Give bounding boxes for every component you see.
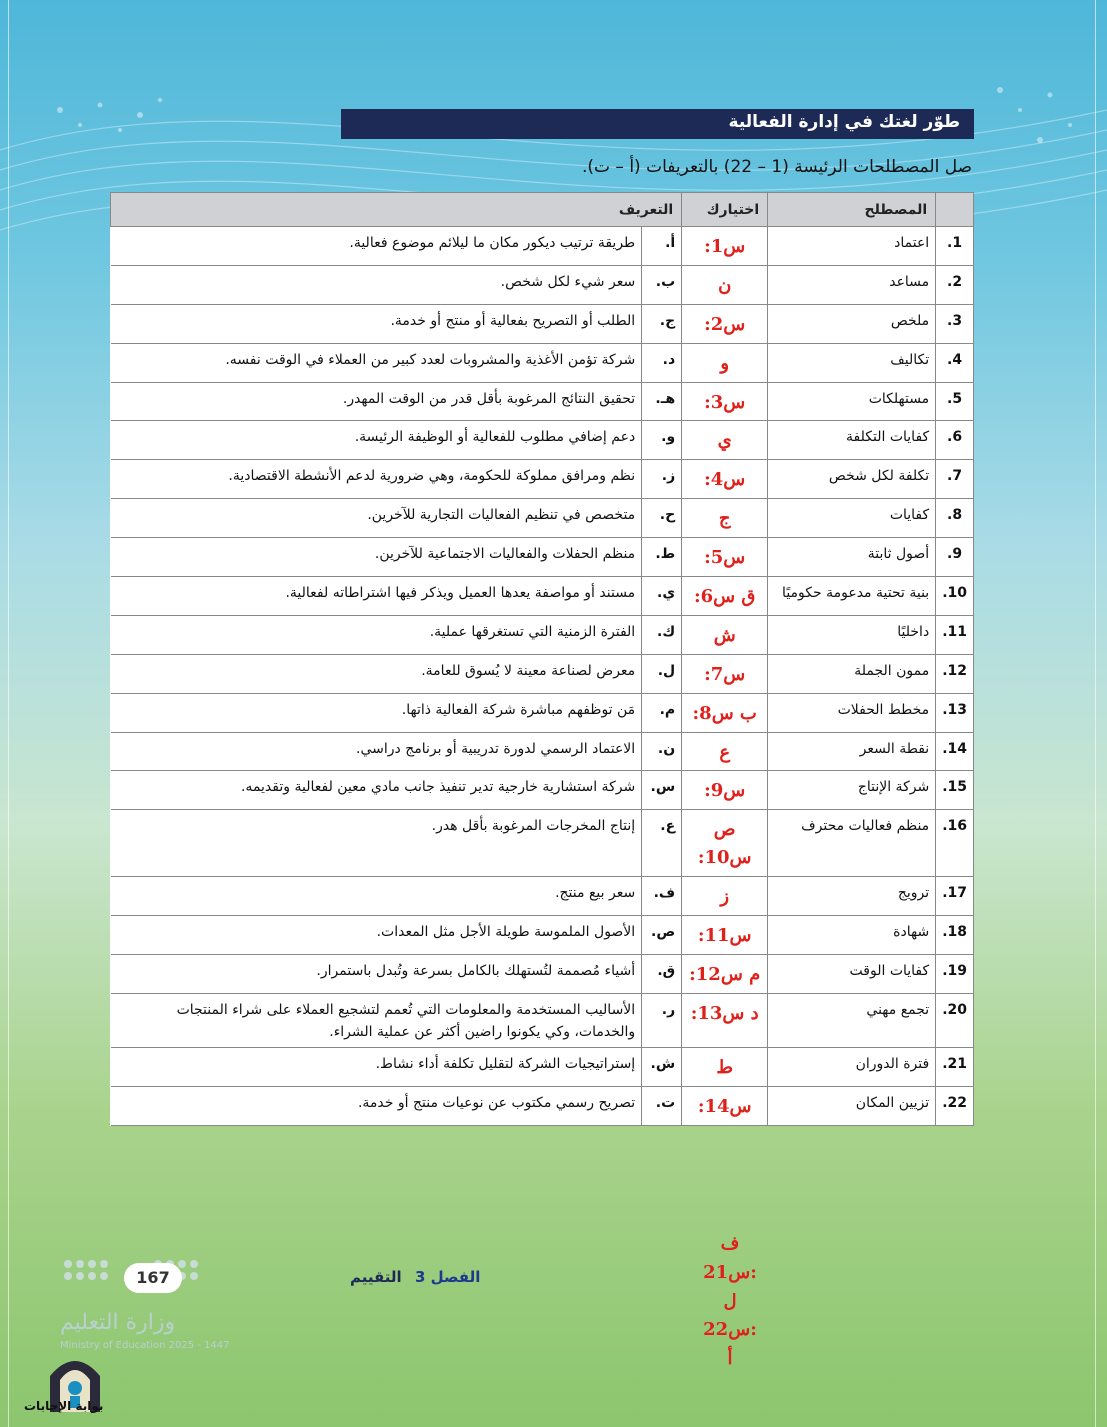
row-letter: ل. <box>642 654 682 693</box>
row-letter: ج. <box>642 304 682 343</box>
row-number: 14. <box>936 732 974 771</box>
row-letter: م. <box>642 693 682 732</box>
row-choice: س7: <box>682 654 768 693</box>
row-definition: طريقة ترتيب ديكور مكان ما ليلائم موضوع فعالية. <box>111 227 642 266</box>
row-choice: ي <box>682 421 768 460</box>
row-term: أصول ثابتة <box>768 538 936 577</box>
table-row <box>111 954 974 993</box>
row-term: شركة الإنتاج <box>768 771 936 810</box>
row-choice: ب س8: <box>682 693 768 732</box>
row-letter: ح. <box>642 499 682 538</box>
chapter-label: الفصل <box>430 1268 481 1286</box>
row-definition: الأصول الملموسة طويلة الأجل مثل المعدات. <box>111 916 642 955</box>
row-number: 12. <box>936 654 974 693</box>
row-definition: مَن توظفهم مباشرة شركة الفعالية ذاتها. <box>111 693 642 732</box>
row-number: 5. <box>936 382 974 421</box>
row-letter: ز. <box>642 460 682 499</box>
table-row <box>111 265 974 304</box>
table-row <box>111 382 974 421</box>
header-def: التعريف <box>111 193 682 227</box>
table-row <box>111 538 974 577</box>
row-term: تكاليف <box>768 343 936 382</box>
row-number: 18. <box>936 916 974 955</box>
row-term: داخليًا <box>768 615 936 654</box>
row-letter: ت. <box>642 1087 682 1126</box>
section-header: طوّر لغتك في إدارة الفعالية <box>341 109 974 139</box>
row-choice: م س12: <box>682 954 768 993</box>
row-number: 20. <box>936 993 974 1047</box>
row-number: 6. <box>936 421 974 460</box>
row-definition: شركة استشارية خارجية تدير تنفيذ جانب مادي معين لفعالية وتقديمه. <box>111 771 642 810</box>
row-definition: تحقيق النتائج المرغوبة بأقل قدر من الوقت المهدر. <box>111 382 642 421</box>
row-choice: ش <box>682 615 768 654</box>
row-choice: د س13: <box>682 993 768 1047</box>
table-row <box>111 1048 974 1087</box>
row-definition: سعر بيع منتج. <box>111 877 642 916</box>
row-choice: س2: <box>682 304 768 343</box>
logo-label: بوابة الإجابات <box>24 1399 104 1413</box>
row-choice: و <box>682 343 768 382</box>
row-number: 8. <box>936 499 974 538</box>
table-row <box>111 227 974 266</box>
row-term: كفايات الوقت <box>768 954 936 993</box>
row-number: 4. <box>936 343 974 382</box>
ministry-name-en: Ministry of Education 2025 - 1447 <box>60 1340 230 1351</box>
row-choice: س5: <box>682 538 768 577</box>
row-choice: س4: <box>682 460 768 499</box>
table-row <box>111 304 974 343</box>
row-letter: ف. <box>642 877 682 916</box>
row-number: 17. <box>936 877 974 916</box>
table-row <box>111 993 974 1047</box>
table-row <box>111 693 974 732</box>
row-number: 13. <box>936 693 974 732</box>
row-term: مخطط الحفلات <box>768 693 936 732</box>
row-letter: ط. <box>642 538 682 577</box>
row-term: كفايات <box>768 499 936 538</box>
row-letter: ك. <box>642 615 682 654</box>
row-term: ملخص <box>768 304 936 343</box>
row-number: 10. <box>936 577 974 616</box>
row-definition: الاعتماد الرسمي لدورة تدريبية أو برنامج دراسي. <box>111 732 642 771</box>
table-row <box>111 615 974 654</box>
row-letter: ع. <box>642 810 682 877</box>
row-term: تكلفة لكل شخص <box>768 460 936 499</box>
row-definition: متخصص في تنظيم الفعاليات التجارية للآخرين. <box>111 499 642 538</box>
row-letter: أ. <box>642 227 682 266</box>
row-choice: ص س10: <box>682 810 768 877</box>
row-choice: ع <box>682 732 768 771</box>
table-row <box>111 771 974 810</box>
row-term: مستهلكات <box>768 382 936 421</box>
row-definition: سعر شيء لكل شخص. <box>111 265 642 304</box>
row-letter: هـ. <box>642 382 682 421</box>
row-definition: أشياء مُصممة لتُستهلك بالكامل بسرعة وتُبدل باستمرار. <box>111 954 642 993</box>
table-row <box>111 499 974 538</box>
row-number: 9. <box>936 538 974 577</box>
row-choice: ج <box>682 499 768 538</box>
overflow-answer: س22: <box>703 1319 757 1341</box>
row-term: شهادة <box>768 916 936 955</box>
row-letter: ش. <box>642 1048 682 1087</box>
table-row <box>111 421 974 460</box>
row-number: 11. <box>936 615 974 654</box>
row-number: 21. <box>936 1048 974 1087</box>
overflow-answer: أ <box>727 1348 733 1370</box>
row-term: نقطة السعر <box>768 732 936 771</box>
table-header-row <box>111 193 974 227</box>
table-row <box>111 916 974 955</box>
table-row <box>111 577 974 616</box>
chapter-number: 3 <box>414 1268 426 1286</box>
row-term: كفايات التكلفة <box>768 421 936 460</box>
row-definition: نظم ومرافق مملوكة للحكومة، وهي ضرورية لدعم الأنشطة الاقتصادية. <box>111 460 642 499</box>
row-definition: تصريح رسمي مكتوب عن نوعيات منتج أو خدمة. <box>111 1087 642 1126</box>
row-choice: س14: <box>682 1087 768 1126</box>
table-row <box>111 460 974 499</box>
row-letter: ر. <box>642 993 682 1047</box>
row-letter: ص. <box>642 916 682 955</box>
row-letter: و. <box>642 421 682 460</box>
chapter-footer <box>350 1268 480 1286</box>
row-number: 3. <box>936 304 974 343</box>
row-choice: ن <box>682 265 768 304</box>
table-row <box>111 1087 974 1126</box>
row-number: 15. <box>936 771 974 810</box>
row-choice: س9: <box>682 771 768 810</box>
row-letter: ق. <box>642 954 682 993</box>
row-definition: مستند أو مواصفة يعدها العميل ويذكر فيها اشتراطاته لفعالية. <box>111 577 642 616</box>
row-term: منظم فعاليات محترف <box>768 810 936 877</box>
ministry-name: وزارة التعليم <box>60 1310 176 1335</box>
overflow-answer: ف <box>720 1233 740 1254</box>
row-number: 7. <box>936 460 974 499</box>
row-definition: دعم إضافي مطلوب للفعالية أو الوظيفة الرئيسة. <box>111 421 642 460</box>
overflow-answer: س21: <box>703 1261 757 1283</box>
row-letter: س. <box>642 771 682 810</box>
row-number: 2. <box>936 265 974 304</box>
overflow-answers <box>700 1230 760 1374</box>
table-row <box>111 877 974 916</box>
row-term: تزيين المكان <box>768 1087 936 1126</box>
page-number: 167 <box>124 1263 182 1293</box>
row-definition: إنتاج المخرجات المرغوبة بأقل هدر. <box>111 810 642 877</box>
row-definition: منظم الحفلات والفعاليات الاجتماعية للآخرين. <box>111 538 642 577</box>
row-choice: س1: <box>682 227 768 266</box>
row-choice: ز <box>682 877 768 916</box>
row-definition: شركة تؤمن الأغذية والمشروبات لعدد كبير من العملاء في الوقت نفسه. <box>111 343 642 382</box>
row-term: ممون الجملة <box>768 654 936 693</box>
table-row <box>111 810 974 877</box>
row-letter: ن. <box>642 732 682 771</box>
row-term: فترة الدوران <box>768 1048 936 1087</box>
table-row <box>111 654 974 693</box>
row-term: بنية تحتية مدعومة حكوميًا <box>768 577 936 616</box>
overflow-answer: ل <box>723 1290 737 1312</box>
row-number: 22. <box>936 1087 974 1126</box>
table-row <box>111 343 974 382</box>
row-definition: إستراتيجيات الشركة لتقليل تكلفة أداء نشاط. <box>111 1048 642 1087</box>
row-choice: ط <box>682 1048 768 1087</box>
row-letter: د. <box>642 343 682 382</box>
row-letter: ب. <box>642 265 682 304</box>
matching-table <box>110 192 974 1126</box>
row-definition: الطلب أو التصريح بفعالية أو منتج أو خدمة. <box>111 304 642 343</box>
row-definition: الفترة الزمنية التي تستغرقها عملية. <box>111 615 642 654</box>
row-number: 1. <box>936 227 974 266</box>
header-choice: اختيارك <box>682 193 768 227</box>
row-term: اعتماد <box>768 227 936 266</box>
table-row <box>111 732 974 771</box>
row-choice: س3: <box>682 382 768 421</box>
chapter-title: التقييم <box>350 1268 402 1286</box>
row-number: 19. <box>936 954 974 993</box>
row-term: ترويج <box>768 877 936 916</box>
header-term: المصطلح <box>768 193 936 227</box>
row-number: 16. <box>936 810 974 877</box>
row-choice: ق س6: <box>682 577 768 616</box>
row-definition: معرض لصناعة معينة لا يُسوق للعامة. <box>111 654 642 693</box>
row-term: مساعد <box>768 265 936 304</box>
row-choice: س11: <box>682 916 768 955</box>
row-definition: الأساليب المستخدمة والمعلومات التي تُعمم لتشجيع العملاء على شراء المنتجات والخدمات، وكي يكونوا راضين أكثر عن عملية الشراء. <box>111 993 642 1047</box>
row-letter: ي. <box>642 577 682 616</box>
instruction-text: صل المصطلحات الرئيسة (1 – 22) بالتعريفات (أ – ت). <box>581 157 972 177</box>
header-num <box>936 193 974 227</box>
row-term: تجمع مهني <box>768 993 936 1047</box>
